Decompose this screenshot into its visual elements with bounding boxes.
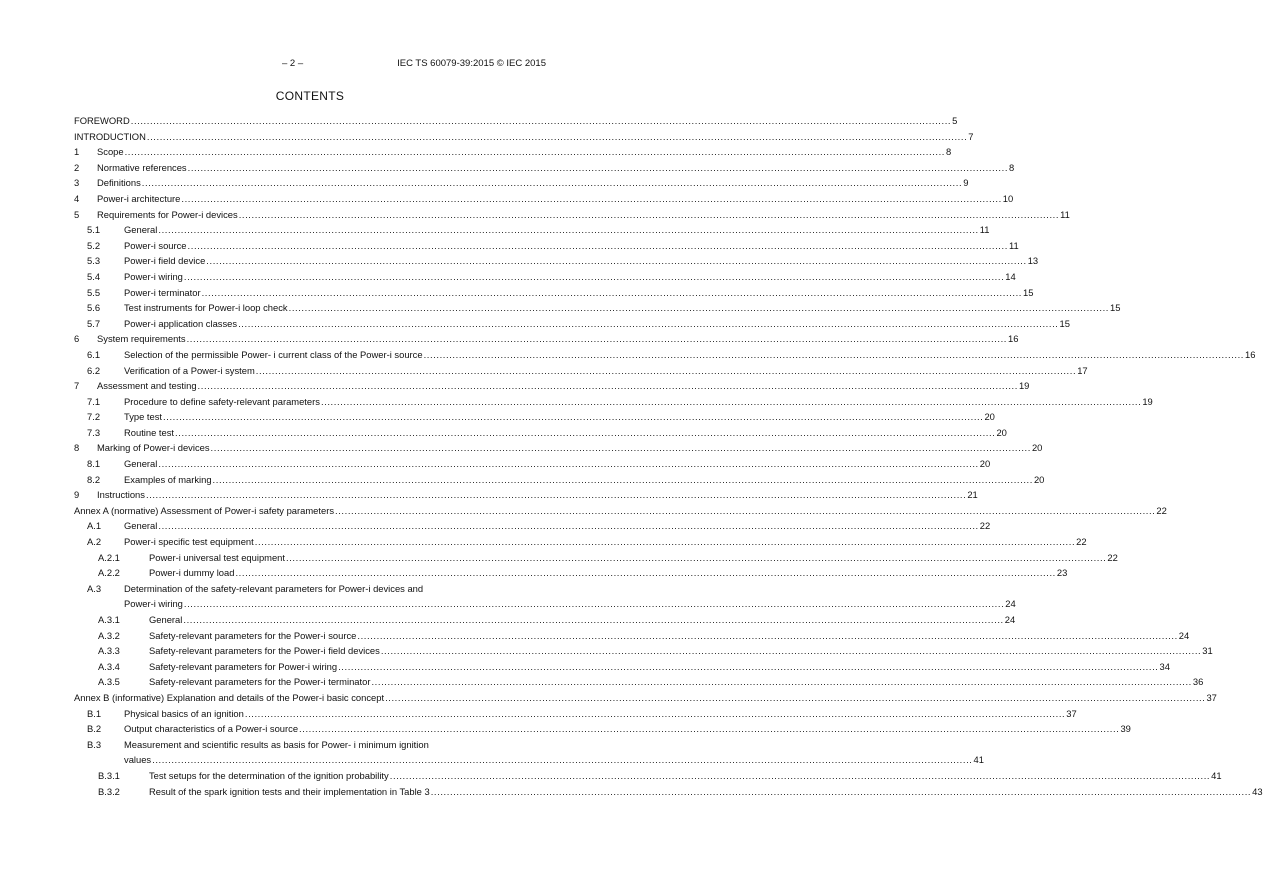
toc-entry-title: System requirements	[97, 333, 186, 345]
toc-entry-title: Requirements for Power-i devices	[97, 208, 238, 220]
toc-page-number: 16	[1007, 333, 1019, 345]
toc-entry-title: Examples of marking	[124, 473, 212, 485]
toc-page-number: 15	[1023, 286, 1034, 298]
toc-entry-number: 5.7	[87, 317, 101, 329]
toc-entry[interactable]	[74, 160, 1015, 176]
toc-page-number: 24	[1178, 629, 1190, 641]
toc-entry-number: 3	[74, 177, 80, 189]
toc-entry-number: 8	[74, 442, 80, 454]
toc-entry[interactable]	[74, 706, 1077, 722]
toc-entry-number: A.1	[87, 520, 102, 532]
toc-entry[interactable]	[74, 612, 1016, 628]
toc-leader-dots: ................................................................................................................................................................................................................................................................	[206, 255, 1027, 267]
toc-page-number: 41	[1211, 769, 1222, 781]
toc-entry-title: Type test	[124, 411, 163, 423]
toc-page-number: 36	[1192, 676, 1204, 688]
toc-entry-number: 6.1	[87, 348, 101, 360]
toc-entry-title: Procedure to define safety-relevant parameters	[124, 395, 320, 407]
toc-leader-dots: ................................................................................................................................................................................................................................................................	[158, 224, 979, 236]
toc-entry-title: Selection of the permissible Power- i current class of the Power-i source	[124, 348, 423, 360]
toc-entry-number: 5.5	[87, 286, 101, 298]
toc-page-number: 17	[1077, 364, 1088, 376]
toc-leader-dots: ................................................................................................................................................................................................................................................................	[146, 130, 968, 142]
toc-entry[interactable]	[74, 409, 995, 425]
toc-entry-number: 7.3	[87, 426, 101, 438]
toc-entry-title: Verification of a Power-i system	[124, 364, 255, 376]
toc-leader-dots: ................................................................................................................................................................................................................................................................	[130, 115, 952, 126]
toc-entry-number: 5	[74, 208, 80, 220]
toc-entry[interactable]	[74, 113, 958, 129]
toc-leader-dots: ................................................................................................................................................................................................................................................................	[124, 146, 945, 158]
toc-entry-title: Output characteristics of a Power-i source	[124, 723, 299, 735]
toc-leader-dots: ................................................................................................................................................................................................................................................................	[186, 333, 1007, 345]
toc-entry-title-continued: Power-i wiring	[124, 598, 183, 610]
toc-leader-dots: ................................................................................................................................................................................................................................................................	[183, 270, 1005, 282]
toc-entry[interactable]	[74, 207, 1070, 223]
toc-entry-number: 4	[74, 192, 80, 204]
toc-entry-number: 5.3	[87, 255, 101, 267]
toc-entry-number: A.3.1	[98, 614, 120, 625]
toc-entry-title-continued: values	[124, 754, 152, 766]
toc-leader-dots: ................................................................................................................................................................................................................................................................	[380, 645, 1202, 657]
toc-entry[interactable]	[74, 581, 1016, 612]
toc-entry-title: Power-i specific test equipment	[124, 536, 254, 548]
toc-page-number: 15	[1059, 317, 1070, 329]
toc-entry-number: 5.1	[87, 224, 101, 236]
toc-page-number: 8	[1009, 161, 1015, 173]
toc-page-number: 37	[1066, 707, 1077, 719]
toc-leader-dots: ................................................................................................................................................................................................................................................................	[371, 676, 1192, 688]
toc-page-number: 37	[1206, 691, 1217, 703]
toc-entry[interactable]	[74, 300, 1121, 316]
toc-entry-number: A.2.1	[98, 551, 120, 563]
toc-entry[interactable]	[74, 347, 1256, 363]
toc-entry-title: Routine test	[124, 426, 175, 438]
toc-leader-dots: ................................................................................................................................................................................................................................................................	[181, 192, 1002, 204]
toc-entry[interactable]	[74, 238, 1019, 254]
toc-entry-number: 5.2	[87, 239, 101, 251]
toc-entry-number: 8.2	[87, 473, 101, 485]
page-number: – 2 –	[282, 58, 304, 69]
toc-entry-number: 6.2	[87, 364, 101, 376]
toc-entry-number: A.3	[87, 582, 102, 594]
toc-leader-dots: ................................................................................................................................................................................................................................................................	[423, 348, 1244, 360]
toc-page-number: 23	[1056, 567, 1068, 579]
toc-leader-dots: ................................................................................................................................................................................................................................................................	[141, 177, 963, 189]
toc-entry[interactable]	[74, 628, 1190, 644]
toc-leader-dots: ................................................................................................................................................................................................................................................................	[201, 286, 1022, 298]
toc-page-number: 9	[963, 177, 969, 189]
toc-leader-dots: ................................................................................................................................................................................................................................................................	[210, 442, 1031, 454]
toc-entry-number: A.3.3	[98, 645, 120, 657]
toc-entry[interactable]	[74, 472, 1045, 488]
toc-entry[interactable]	[74, 690, 1217, 706]
toc-entry[interactable]	[74, 316, 1070, 332]
toc-entry-title: Safety-relevant parameters for the Power-i field devices	[149, 645, 380, 657]
toc-page-number: 20	[1031, 442, 1043, 454]
toc-page-number: 19	[1142, 395, 1153, 407]
table-of-contents	[74, 113, 1263, 799]
toc-entry-number: A.3.2	[98, 629, 120, 641]
toc-leader-dots: ................................................................................................................................................................................................................................................................	[254, 536, 1076, 548]
toc-entry-number: 7.2	[87, 411, 101, 423]
toc-page-number: 20	[984, 411, 995, 423]
toc-entry-number: 7.1	[87, 395, 101, 407]
toc-leader-dots: ................................................................................................................................................................................................................................................................	[235, 567, 1056, 579]
toc-page-number: 5	[952, 115, 958, 126]
toc-entry[interactable]	[74, 768, 1222, 784]
toc-entry[interactable]	[74, 331, 1019, 347]
toc-entry-title: Power-i source	[124, 239, 187, 251]
toc-entry-number: B.1	[87, 707, 102, 719]
toc-page-number: 20	[996, 426, 1007, 438]
toc-entry-title: General	[124, 520, 158, 532]
toc-entry[interactable]	[74, 721, 1131, 737]
toc-page-number: 11	[1008, 239, 1019, 251]
toc-page-number: 22	[979, 520, 991, 532]
toc-entry-title: Power-i terminator	[124, 286, 201, 298]
toc-page-number: 41	[973, 754, 984, 766]
toc-entry[interactable]	[74, 737, 984, 768]
toc-page-number: 22	[1107, 551, 1118, 563]
toc-entry[interactable]	[74, 487, 978, 503]
toc-entry-number: A.2	[87, 536, 102, 548]
toc-leader-dots: ................................................................................................................................................................................................................................................................	[244, 707, 1066, 719]
toc-entry[interactable]	[74, 253, 1039, 269]
toc-entry-number: A.3.5	[98, 676, 120, 688]
page-title: CONTENTS	[275, 89, 345, 103]
toc-entry[interactable]	[74, 378, 1030, 394]
toc-entry-number: 9	[74, 489, 80, 501]
toc-leader-dots: ................................................................................................................................................................................................................................................................	[255, 364, 1077, 376]
toc-entry[interactable]	[74, 363, 1088, 379]
toc-page-number: 24	[1005, 598, 1016, 610]
toc-entry[interactable]	[74, 394, 1153, 410]
toc-page-number: 22	[1156, 504, 1167, 516]
toc-leader-dots: ................................................................................................................................................................................................................................................................	[357, 629, 1178, 641]
toc-entry-number: A.3.4	[98, 660, 120, 672]
toc-leader-dots: ................................................................................................................................................................................................................................................................	[183, 598, 1005, 610]
toc-entry-title: General	[124, 458, 158, 470]
toc-entry-title: General	[149, 614, 183, 625]
toc-page-number: 31	[1202, 645, 1213, 657]
toc-page-number: 20	[1033, 473, 1045, 485]
toc-page-number: 43	[1252, 785, 1263, 797]
toc-entry-title: Power-i wiring	[124, 270, 183, 282]
toc-leader-dots: ................................................................................................................................................................................................................................................................	[158, 520, 979, 532]
toc-entry-title: FOREWORD	[74, 115, 130, 126]
toc-leader-dots: ................................................................................................................................................................................................................................................................	[320, 395, 1142, 407]
toc-entry-title: Safety-relevant parameters for Power-i wiring	[149, 660, 338, 672]
toc-leader-dots: ................................................................................................................................................................................................................................................................	[152, 754, 973, 766]
toc-leader-dots: ................................................................................................................................................................................................................................................................	[158, 458, 979, 470]
toc-entry-title: Test instruments for Power-i loop check	[124, 302, 288, 314]
toc-entry-title: Determination of the safety-relevant parameters for Power-i devices and	[124, 582, 424, 594]
toc-page-number: 39	[1120, 723, 1131, 735]
toc-entry[interactable]	[74, 456, 991, 472]
toc-leader-dots: ................................................................................................................................................................................................................................................................	[385, 691, 1206, 703]
toc-entry-title: Assessment and testing	[97, 380, 197, 392]
toc-page-number: 16	[1244, 348, 1256, 360]
toc-entry[interactable]	[74, 440, 1043, 456]
toc-entry-number: B.3.2	[98, 785, 120, 797]
toc-entry-title: Power-i universal test equipment	[149, 551, 286, 563]
toc-leader-dots: ................................................................................................................................................................................................................................................................	[187, 161, 1009, 173]
toc-page-number: 19	[1018, 380, 1030, 392]
toc-leader-dots: ................................................................................................................................................................................................................................................................	[145, 489, 967, 501]
toc-entry-title: Normative references	[97, 161, 187, 173]
toc-entry-number: A.2.2	[98, 567, 120, 579]
toc-entry-number: B.2	[87, 723, 102, 735]
toc-leader-dots: ................................................................................................................................................................................................................................................................	[430, 785, 1252, 797]
toc-entry-title: Annex B (informative) Explanation and details of the Power-i basic concept	[74, 691, 385, 703]
toc-entry-title: Safety-relevant parameters for the Power-i terminator	[149, 676, 371, 688]
toc-page-number: 11	[1060, 208, 1070, 220]
toc-entry-title: Definitions	[97, 177, 141, 189]
toc-entry[interactable]	[74, 191, 1014, 207]
toc-leader-dots: ................................................................................................................................................................................................................................................................	[197, 380, 1018, 392]
toc-page-number: 13	[1027, 255, 1039, 267]
toc-entry-number: 1	[74, 146, 80, 158]
toc-page-number: 11	[979, 224, 990, 236]
toc-entry-number: B.3	[87, 738, 102, 750]
toc-entry-title: INTRODUCTION	[74, 130, 146, 142]
toc-leader-dots: ................................................................................................................................................................................................................................................................	[335, 504, 1156, 516]
toc-entry-title: Marking of Power-i devices	[97, 442, 210, 454]
toc-entry-title: Power-i field device	[124, 255, 206, 267]
toc-leader-dots: ................................................................................................................................................................................................................................................................	[187, 239, 1008, 251]
toc-entry-title: Scope	[97, 146, 124, 158]
page-header	[0, 58, 620, 74]
toc-entry[interactable]	[74, 518, 991, 534]
toc-leader-dots: ................................................................................................................................................................................................................................................................	[163, 411, 984, 423]
toc-entry[interactable]	[74, 550, 1118, 566]
toc-entry[interactable]	[74, 503, 1167, 519]
toc-entry-number: 5.4	[87, 270, 101, 282]
toc-entry-number: 6	[74, 333, 80, 345]
toc-entry[interactable]	[74, 565, 1068, 581]
toc-page-number: 10	[1002, 192, 1014, 204]
toc-entry[interactable]	[74, 534, 1087, 550]
toc-leader-dots: ................................................................................................................................................................................................................................................................	[183, 614, 1004, 625]
toc-page-number: 24	[1004, 614, 1016, 625]
toc-entry-title: Physical basics of an ignition	[124, 707, 244, 719]
toc-entry[interactable]	[74, 129, 974, 145]
toc-leader-dots: ................................................................................................................................................................................................................................................................	[389, 769, 1211, 781]
toc-leader-dots: ................................................................................................................................................................................................................................................................	[288, 302, 1110, 314]
toc-entry-title: Measurement and scientific results as basis for Power- i minimum ignition	[124, 738, 429, 750]
toc-entry-title: Annex A (normative) Assessment of Power-i safety parameters	[74, 504, 335, 516]
toc-entry-number: 2	[74, 161, 80, 173]
toc-entry-number: 8.1	[87, 458, 101, 470]
toc-leader-dots: ................................................................................................................................................................................................................................................................	[175, 426, 996, 438]
toc-entry-title: Result of the spark ignition tests and their implementation in Table 3	[149, 785, 430, 797]
toc-entry-number: 7	[74, 380, 80, 392]
toc-entry-number: 5.6	[87, 302, 101, 314]
toc-entry[interactable]	[74, 425, 1007, 441]
toc-entry[interactable]	[74, 659, 1170, 675]
toc-entry[interactable]	[74, 175, 969, 191]
toc-entry-title: Power-i dummy load	[149, 567, 235, 579]
toc-page-number: 8	[946, 146, 952, 158]
document-id: IEC TS 60079-39:2015 © IEC 2015	[397, 58, 546, 69]
toc-entry-title: Test setups for the determination of the ignition probability	[149, 769, 389, 781]
toc-page-number: 15	[1110, 302, 1121, 314]
toc-leader-dots: ................................................................................................................................................................................................................................................................	[338, 660, 1159, 672]
toc-entry-title: Power-i application classes	[124, 317, 238, 329]
toc-page-number: 14	[1005, 270, 1016, 282]
toc-entry-title: Safety-relevant parameters for the Power-i source	[149, 629, 357, 641]
toc-page-number: 34	[1159, 660, 1170, 672]
toc-entry[interactable]	[74, 674, 1204, 690]
toc-page-number: 22	[1076, 536, 1087, 548]
toc-leader-dots: ................................................................................................................................................................................................................................................................	[299, 723, 1120, 735]
toc-entry[interactable]	[74, 222, 990, 238]
toc-entry[interactable]	[74, 285, 1034, 301]
toc-leader-dots: ................................................................................................................................................................................................................................................................	[238, 317, 1059, 329]
toc-entry[interactable]	[74, 643, 1213, 659]
toc-entry-number: B.3.1	[98, 769, 120, 781]
toc-page-number: 7	[968, 130, 974, 142]
toc-page-number: 21	[967, 489, 978, 501]
toc-entry-title: Instructions	[97, 489, 145, 501]
toc-page-number: 20	[979, 458, 991, 470]
toc-entry[interactable]	[74, 784, 1263, 800]
toc-leader-dots: ................................................................................................................................................................................................................................................................	[212, 473, 1033, 485]
toc-entry[interactable]	[74, 269, 1016, 285]
toc-entry-title: General	[124, 224, 158, 236]
toc-leader-dots: ................................................................................................................................................................................................................................................................	[238, 208, 1060, 220]
toc-entry-title: Power-i architecture	[97, 192, 181, 204]
toc-entry[interactable]	[74, 144, 952, 160]
toc-leader-dots: ................................................................................................................................................................................................................................................................	[286, 551, 1107, 563]
